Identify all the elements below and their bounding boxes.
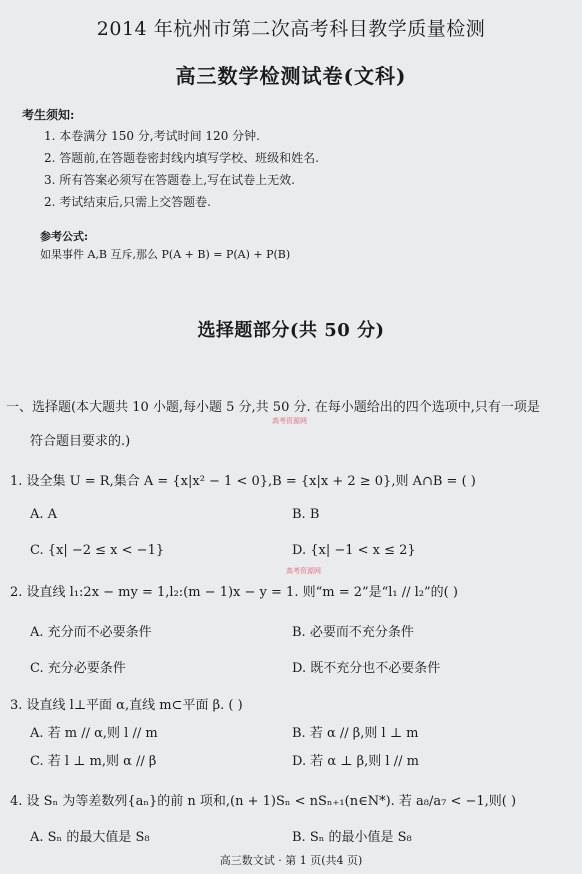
section-intro-cont: 符合题目要求的.) — [30, 434, 131, 449]
option-b: B. 若 α // β,则 l ⊥ m — [292, 726, 419, 741]
option-c: C. 充分必要条件 — [30, 661, 126, 676]
question-stem: 4. 设 Sₙ 为等差数列{aₙ}的前 n 项和,(n + 1)Sₙ < nSₙ₊₁(n∈N*). 若 a₈/a₇ < −1,则( ) — [10, 794, 517, 809]
option-b: B. Sₙ 的最小值是 S₈ — [292, 830, 412, 845]
section-title: 选择题部分(共 50 分) — [197, 320, 385, 341]
option-b: B. 必要而不充分条件 — [292, 625, 414, 640]
question-stem: 3. 设直线 l⊥平面 α,直线 m⊂平面 β. ( ) — [10, 698, 243, 713]
section-intro: 一、选择题(本大题共 10 小题,每小题 5 分,共 50 分. 在每小题给出的四个选项中,只有一项是 — [6, 400, 540, 415]
option-a: A. Sₙ 的最大值是 S₈ — [30, 830, 150, 845]
watermark: 高考资源网 — [272, 417, 307, 425]
option-c: C. {x| −2 ≤ x < −1} — [30, 543, 165, 558]
notice-item: 2. 考试结束后,只需上交答题卷. — [44, 195, 211, 209]
exam-header: 2014 年杭州市第二次高考科目教学质量检测 — [96, 18, 486, 40]
option-d: D. 既不充分也不必要条件 — [292, 661, 441, 676]
option-a: A. A — [30, 507, 58, 522]
formula-text: 如果事件 A,B 互斥,那么 P(A + B) = P(A) + P(B) — [40, 248, 291, 261]
notice-item: 2. 答题前,在答题卷密封线内填写学校、班级和姓名. — [44, 151, 319, 165]
formula-heading: 参考公式: — [40, 230, 89, 243]
option-d: D. 若 α ⊥ β,则 l // m — [292, 754, 419, 769]
option-c: C. 若 l ⊥ m,则 α // β — [30, 754, 157, 769]
option-a: A. 若 m // α,则 l // m — [30, 726, 158, 741]
question-stem: 2. 设直线 l₁:2x − my = 1,l₂:(m − 1)x − y = 1. 则“m = 2”是“l₁ // l₂”的( ) — [10, 585, 458, 600]
page-footer: 高三数文试 · 第 1 页(共4 页) — [219, 854, 363, 867]
option-b: B. B — [292, 507, 320, 522]
option-a: A. 充分而不必要条件 — [30, 625, 152, 640]
option-d: D. {x| −1 < x ≤ 2} — [292, 543, 416, 558]
watermark: 高考资源网 — [286, 567, 321, 575]
notice-item: 3. 所有答案必须写在答题卷上,写在试卷上无效. — [44, 173, 295, 187]
notice-heading: 考生须知: — [22, 108, 75, 122]
exam-title: 高三数学检测试卷(文科) — [175, 64, 407, 88]
question-stem: 1. 设全集 U = R,集合 A = {x|x² − 1 < 0},B = {x|x + 2 ≥ 0},则 A∩B = ( ) — [10, 474, 476, 489]
notice-item: 1. 本卷满分 150 分,考试时间 120 分钟. — [44, 129, 260, 143]
